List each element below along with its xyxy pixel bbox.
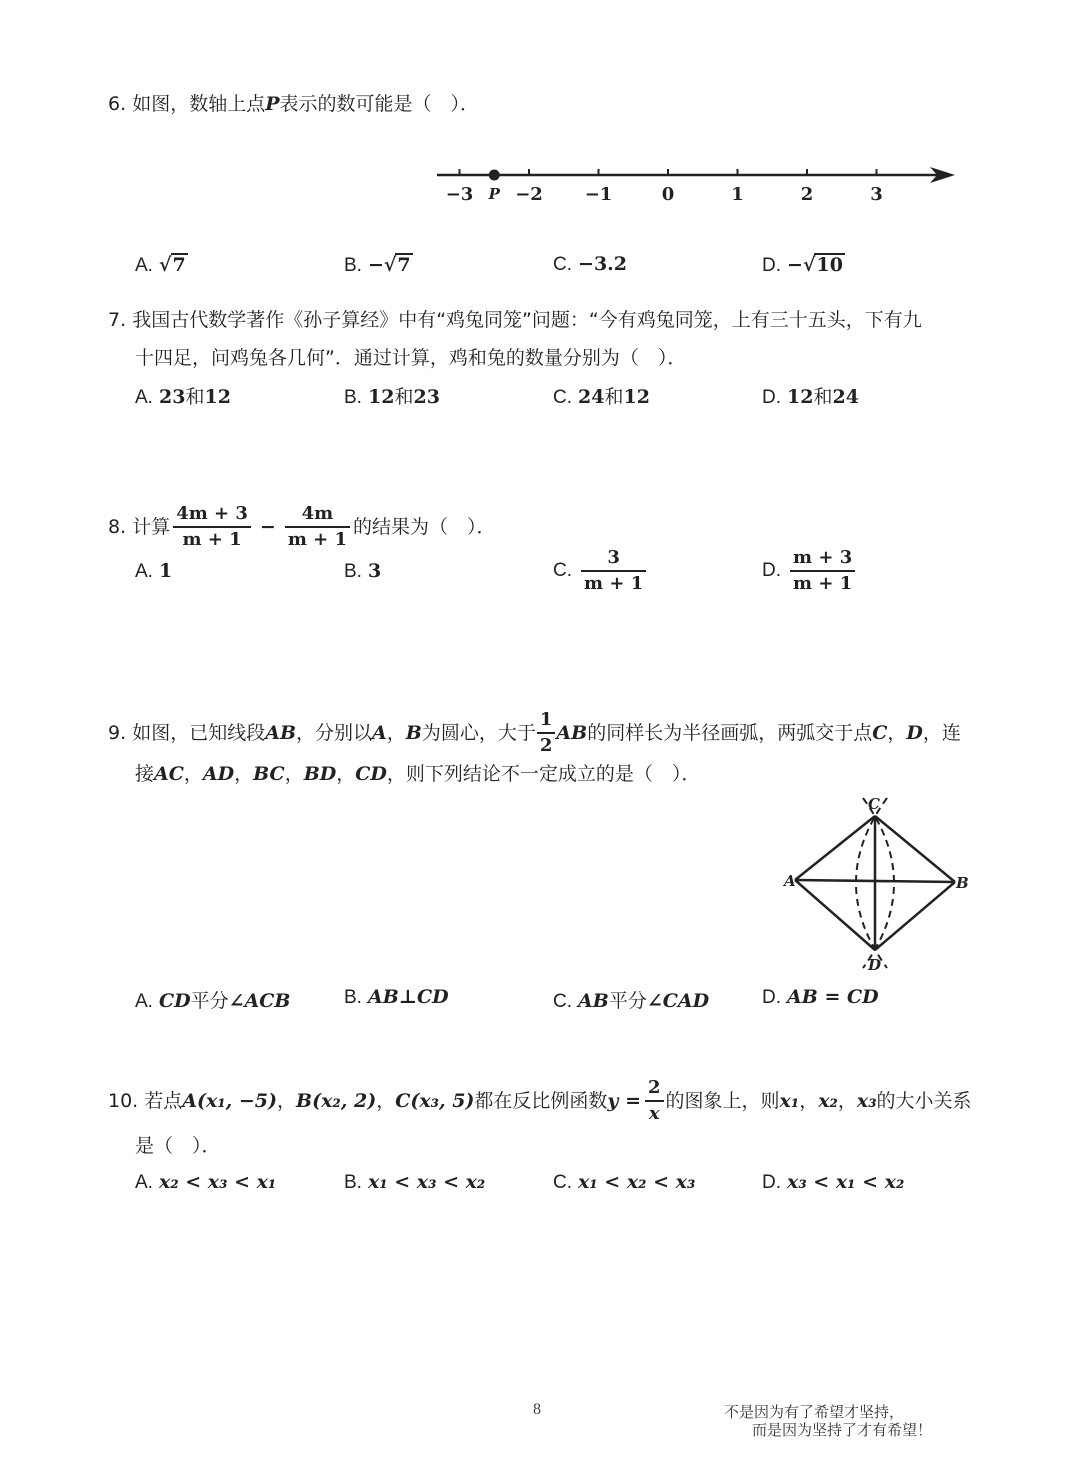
point-p (489, 170, 500, 181)
segment-ad (795, 880, 875, 950)
q7-option-c[interactable]: C. 24和12 (553, 386, 650, 408)
q7-option-a[interactable]: A. 23和12 (135, 386, 231, 408)
axis-tick-label: −3 (445, 184, 474, 205)
q8-fraction-1: $\frac{4m + 3}{m + 1}$ (173, 502, 251, 552)
axis-tick-label: −2 (515, 184, 543, 205)
q6-option-a[interactable]: A. √7 (135, 254, 186, 276)
q10-option-c[interactable]: C. x₁ < x₂ < x₃ (553, 1171, 696, 1193)
q8-option-d[interactable]: D. $\frac{m + 3}{m + 1}$ (762, 546, 858, 596)
segment-bd (875, 882, 955, 950)
q10-fraction: $\frac{2}{x}$ (645, 1076, 664, 1126)
q7-option-d[interactable]: D. 12和24 (762, 386, 859, 408)
q9-figure (775, 790, 975, 980)
label-d: D (868, 956, 882, 974)
q10-option-d[interactable]: D. x₃ < x₁ < x₂ (762, 1171, 905, 1193)
axis-tick-label: 0 (661, 184, 675, 205)
q10-stem-line2: 是（ ）． (135, 1135, 221, 1157)
half-fraction: $\frac{1}{2}$ (537, 708, 556, 758)
q8-fraction-2: $\frac{4m}{m + 1}$ (285, 502, 350, 552)
q7-option-b[interactable]: B. 12和23 (344, 386, 440, 408)
q9-option-c[interactable]: C. AB平分∠CAD (553, 990, 710, 1012)
page-number: 8 (533, 1401, 541, 1418)
axis-tick-label: 3 (870, 184, 883, 205)
q6-stem: 6. 如图，数轴上点P表示的数可能是（ ）． (108, 93, 480, 115)
label-b: B (956, 874, 969, 892)
q8-stem: 8. 计算 $\frac{4m + 3}{m + 1}$ − $\frac{4m}{m + 1}$ 的结果为（ ）． (108, 503, 496, 550)
axis-tick-label: 1 (731, 184, 744, 205)
point-p-label: P (488, 185, 500, 203)
q8-option-c[interactable]: C. $\frac{3}{m + 1}$ (553, 546, 649, 596)
motto-line2: 而是因为坚持了才有希望！ (752, 1421, 933, 1439)
q10-option-b[interactable]: B. x₁ < x₃ < x₂ (344, 1171, 486, 1193)
q9-stem-line1: 9. 如图，已知线段 AB ，分别以 A ， B 为圆心，大于 $\frac{1}{2}$ AB 的同样长为半径画弧，两弧交于点 C ， D ，连 (108, 709, 961, 756)
q7-stem-line1: 7. 我国古代数学著作《孙子算经》中有“鸡兔同笼”问题：“今有鸡兔同笼，上有三十五头，下有九 (108, 309, 922, 331)
q6-option-d[interactable]: D. −√10 (762, 254, 843, 276)
q10-stem-line1: 10. 若点 A(x₁, −5) ， B(x₂, 2) ， C(x₃, 5) 都在反比例函数 y = $\frac{2}{x}$ 的图象上，则 x₁ ， x₂ ， x₃ 的大小关系 (108, 1077, 972, 1124)
q8-option-a[interactable]: A. 1 (135, 560, 173, 582)
segment-ac (795, 816, 875, 880)
q9-stem-line2: 接AC，AD，BC，BD，CD，则下列结论不一定成立的是（ ）． (135, 763, 701, 785)
q9-option-d[interactable]: D. AB = CD (762, 986, 879, 1008)
q6-option-c[interactable]: C. −3.2 (553, 253, 628, 275)
label-c: C (868, 795, 880, 813)
q10-option-a[interactable]: A. x₂ < x₃ < x₁ (135, 1171, 277, 1193)
number-line (425, 150, 965, 210)
label-a: A (784, 872, 796, 890)
axis-tick-label: −1 (584, 184, 613, 205)
axis-tick-label: 2 (800, 184, 814, 205)
q8-option-b[interactable]: B. 3 (344, 560, 382, 582)
motto-line1: 不是因为有了希望才坚持， (724, 1403, 905, 1421)
q9-option-b[interactable]: B. AB⊥CD (344, 986, 449, 1008)
q9-option-a[interactable]: A. CD平分∠ACB (135, 990, 291, 1012)
segment-bc (875, 816, 955, 882)
q6-option-b[interactable]: B. −√7 (344, 254, 411, 276)
q7-stem-line2: 十四足，问鸡兔各几何”．通过计算，鸡和兔的数量分别为（ ）． (135, 347, 687, 369)
